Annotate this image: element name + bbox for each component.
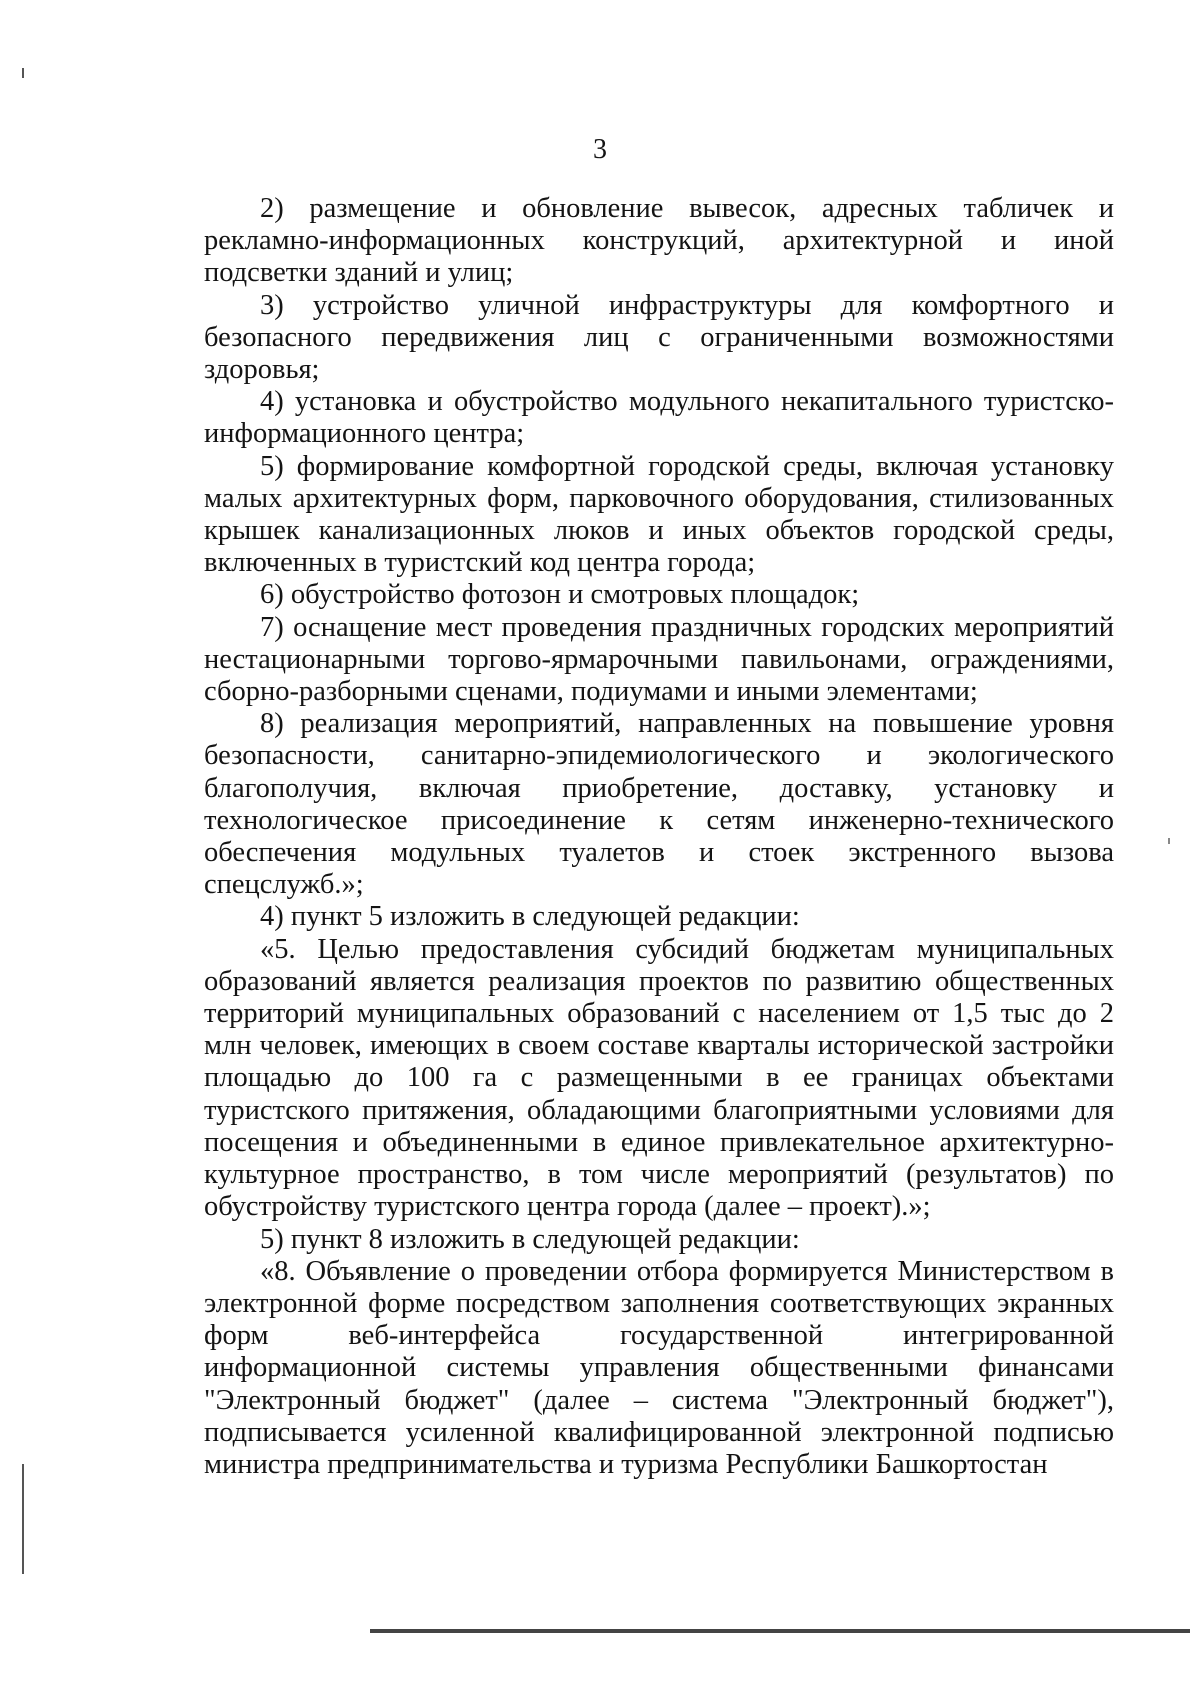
paragraph-item-3: 3) устройство уличной инфраструктуры для комфортного и безопасного передвижения лиц с ограниченными возможностями здоровья; <box>204 289 1114 386</box>
paragraph-item-7: 7) оснащение мест проведения праздничных городских мероприятий нестационарными торгово-ярмарочными павильонами, ограждениями, сборно-разборными сценами, подиумами и иными элементами; <box>204 611 1114 708</box>
scan-artifact-edge <box>22 1464 24 1574</box>
scan-artifact-mark <box>22 68 24 78</box>
scan-artifact-dot <box>1168 838 1170 844</box>
paragraph-item-6: 6) обустройство фотозон и смотровых площадок; <box>260 579 860 611</box>
scan-artifact-bottom-edge <box>370 1629 1190 1633</box>
document-body <box>204 193 1114 1481</box>
amendment-point-5: 5) пункт 8 изложить в следующей редакции: <box>260 1223 800 1255</box>
paragraph-item-8: 8) реализация мероприятий, направленных на повышение уровня безопасности, санитарно-эпидемиологического и экологического благополучия, включая приобретение, доставку, установку и технологическое присоединение к сетям инженерно-технического обеспечения модульных туалетов и стоек экстренного вызова спецслужб.»; <box>204 708 1114 901</box>
paragraph-item-4: 4) установка и обустройство модульного некапитального туристско-информационного центра; <box>204 386 1114 450</box>
paragraph-item-5: 5) формирование комфортной городской среды, включая установку малых архитектурных форм, парковочного оборудования, стилизованных крышек канализационных люков и иных объектов городской среды, включенных в туристский код центра города; <box>204 450 1114 579</box>
paragraph-item-2: 2) размещение и обновление вывесок, адресных табличек и рекламно-информационных конструкций, архитектурной и иной подсветки зданий и улиц; <box>204 193 1114 289</box>
page-number: 3 <box>593 134 607 165</box>
clause-5-text: «5. Целью предоставления субсидий бюджетам муниципальных образований является реализация проектов по развитию общественных территорий муниципальных образований с населением от 1,5 тыс до 2 млн человек, имеющих в своем составе кварталы исторической застройки площадью до 100 га с размещенными в ее границах объектами туристского притяжения, обладающими благоприятными условиями для посещения и объединенными в единое привлекательное архитектурно-культурное пространство, в том числе мероприятий (результатов) по обустройству туристского центра города (далее – проект).»; <box>204 933 1114 1223</box>
amendment-point-4: 4) пункт 5 изложить в следующей редакции: <box>260 901 800 933</box>
clause-8-text: «8. Объявление о проведении отбора формируется Министерством в электронной форме посредством заполнения соответствующих экранных форм веб-интерфейса государственной интегрированной информационной системы управления общественными финансами "Электронный бюджет" (далее – система "Электронный бюджет"), подписывается усиленной квалифицированной электронной подписью министра предпринимательства и туризма Республики Башкортостан <box>204 1255 1114 1480</box>
